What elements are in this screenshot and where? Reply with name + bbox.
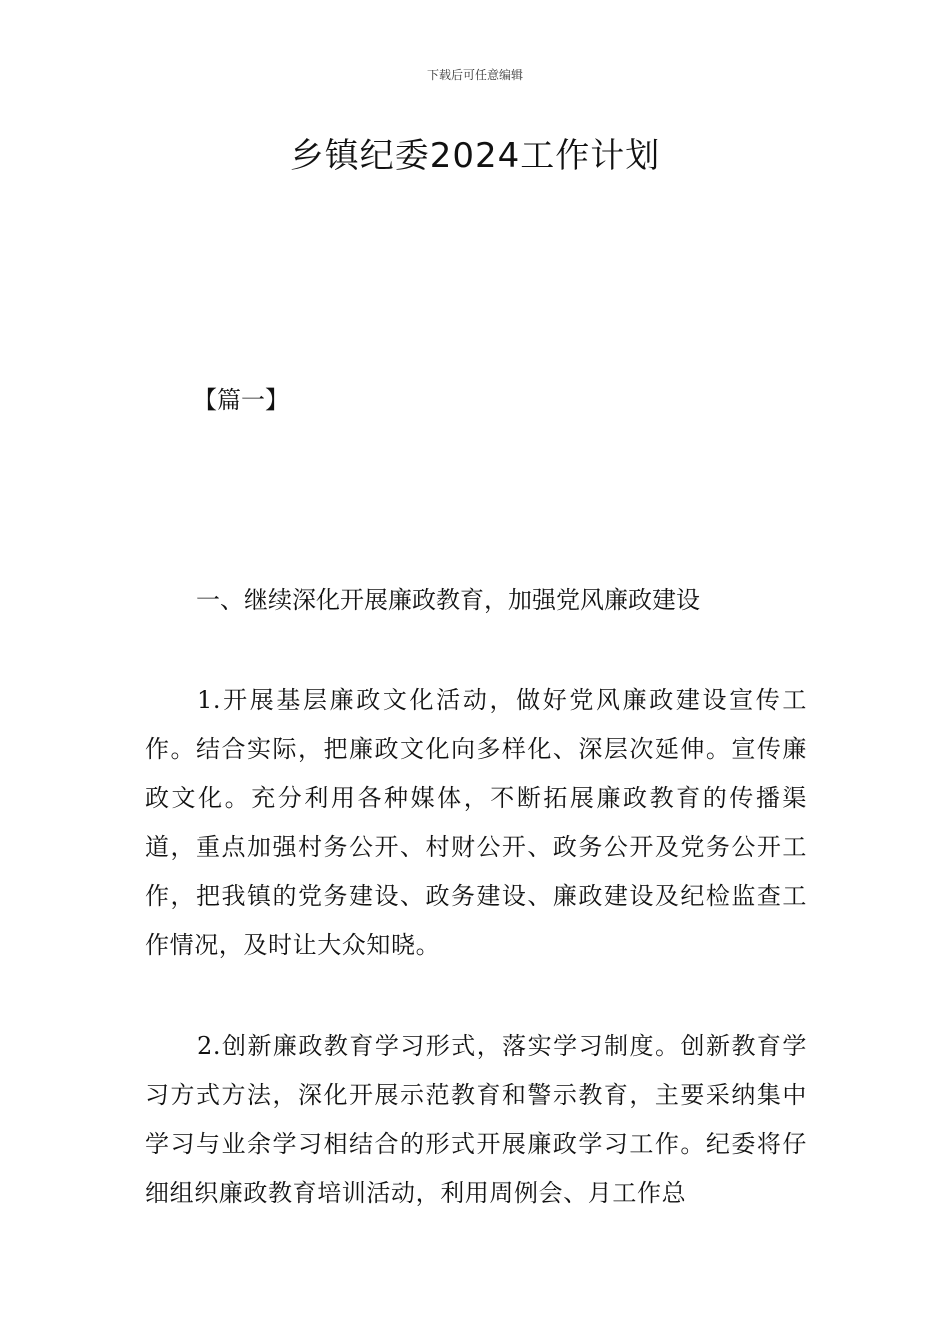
header-note: 下载后可任意编辑 [426, 68, 523, 82]
section-heading: 一、继续深化开展廉政教育，加强党风廉政建设 [196, 586, 700, 614]
paragraph-2: 2.创新廉政教育学习形式，落实学习制度。创新教育学习方式方法，深化开展示范教育和警示教育，主要采纳集中学习与业余学习相结合的形式开展廉政学习工作。纪委将仔细组织廉政教育培训活动，利用周例会、月工作总 [145, 1032, 807, 1207]
paragraph-1: 1.开展基层廉政文化活动，做好党风廉政建设宣传工作。结合实际，把廉政文化向多样化、深层次延伸。宣传廉政文化。充分利用各种媒体，不断拓展廉政教育的传播渠道，重点加强村务公开、村财公开、政务公开及党务公开工作，把我镇的党务建设、政务建设、廉政建设及纪检监查工作情况，及时让大众知晓。 [145, 686, 807, 959]
document-title: 乡镇纪委2024工作计划 [289, 136, 661, 176]
section-tag: 【篇一】 [193, 386, 289, 414]
